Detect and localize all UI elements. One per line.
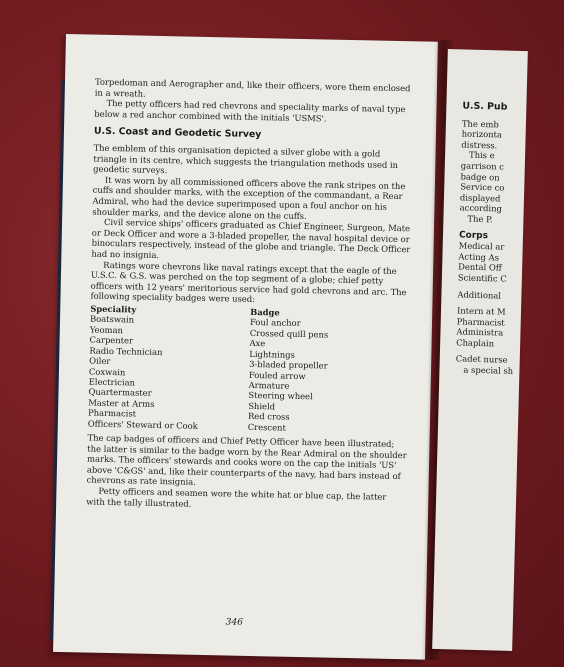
badge-item: Foul anchor [249,317,301,329]
speciality-column [88,303,251,431]
closing-paragraph-1: The cap badges of officers and Chief Petty Officer have been illustrated; the latter is similar to the badge worn by the Rear Admiral on the shoulder marks. The officers' stewards and cooks wore on the cap the initials 'US' above 'C&GS' and, like their counterparts of the navy, had bars instead of chevrons as rate insignia. [86,432,407,488]
right-line: displayed [459,192,501,204]
badge-item: Shield [248,400,276,412]
intro-paragraph-1: Torpedoman and Aerographer and, like their officers, wore them enclosed in a wreath. [94,76,411,99]
speciality-item: Quartermaster [88,386,152,399]
badge-item: Crescent [247,421,286,433]
section-heading: U.S. Coast and Geodetic Survey [93,125,262,141]
speciality-item: Oiler [89,355,111,367]
body-paragraph-2: It was worn by all commissioned officers above the rank stripes on the cuffs and shoulder marks, with the exception of the commandant, a Rear Admiral, who had the device superimposed upon a foul anchor on his shoulder marks, and the device alone on the cuffs. [92,174,406,221]
right-line: Additional [457,288,502,301]
badge-header: Badge [250,306,280,318]
right-line: garrison c [460,160,505,172]
badge-item: Steering wheel [248,390,313,402]
right-line: Dental Off [458,261,502,273]
right-line: Medical ar [458,240,505,252]
right-line: Service co [460,181,505,193]
right-line: Scientific C [457,272,507,284]
right-line: horizonta [461,128,503,140]
intro-paragraph-2: The petty officers had red chevrons and speciality marks of naval type below a red anchor combined with the initials 'USMS'. [94,98,406,124]
speciality-item: Yeoman [89,324,124,336]
badge-item: Axe [249,338,266,349]
right-line: distress. [461,139,498,151]
right-line: This e [468,150,495,161]
badge-item: Crossed quill pens [249,327,329,340]
badge-item: Fouled arrow [248,369,306,381]
badge-item: 3-bladed propeller [249,359,328,371]
body-paragraph-3: Civil service ships' officers graduated as Chief Engineer, Surgeon, Mate or Deck Officer and wore a 3-bladed propeller, the naval hospital device or binoculars respectively, instead of the globe and triangle. The Deck Officer had no insignia. [91,216,411,260]
body-paragraph-1: The emblem of this organisation depicted a silver globe with a gold triangle in its centre, which suggests the triangulation methods used in geodetic surveys. [93,142,399,176]
speciality-badge-table [88,303,411,435]
right-line: Intern at M [456,305,506,317]
right-line: Pharmacist [456,316,505,328]
right-line: a special sh [463,364,514,376]
right-line: The emb [461,118,499,130]
speciality-item: Electrician [88,376,136,388]
speciality-item: Radio Technician [89,345,163,357]
right-line: The P. [467,213,493,225]
speciality-item: Pharmacist [87,407,137,419]
right-line: Administra [456,326,504,338]
body-paragraph-4: Ratings wore chevrons like naval ratings except that the eagle of the U.S.C. & G.S. was perched on the top segment of a globe; chief petty officers with 12 years' meritorious service had gold chevrons and arc. The following speciality badges were used: [90,259,407,305]
speciality-item: Carpenter [89,334,134,346]
corps-heading: Corps [458,229,489,241]
speciality-item: Coxwain [88,366,126,377]
right-book-page [432,49,528,651]
badge-item: Lightnings [249,348,295,360]
badge-item: Armature [248,379,290,391]
right-line: badge on [460,170,500,183]
right-line: Chaplain [456,337,495,349]
right-line: according [459,202,503,214]
left-page-text [86,77,415,514]
right-page-text [455,101,562,377]
speciality-item: Master at Arms [88,397,155,409]
badge-column [248,307,411,435]
right-line: Acting As [458,251,500,263]
left-book-page [53,34,438,660]
speciality-header: Speciality [90,303,137,315]
closing-paragraph-2: Petty officers and seamen wore the white hat or blue cap, the latter with the tally illustrated. [86,485,387,509]
right-line: Cadet nurse [455,353,508,366]
page-number: 346 [225,617,243,628]
speciality-item: Officers' Steward or Cook [87,418,198,431]
right-page-heading: U.S. Pub [462,100,508,113]
badge-item: Red cross [247,411,290,422]
speciality-item: Boatswain [89,314,135,325]
